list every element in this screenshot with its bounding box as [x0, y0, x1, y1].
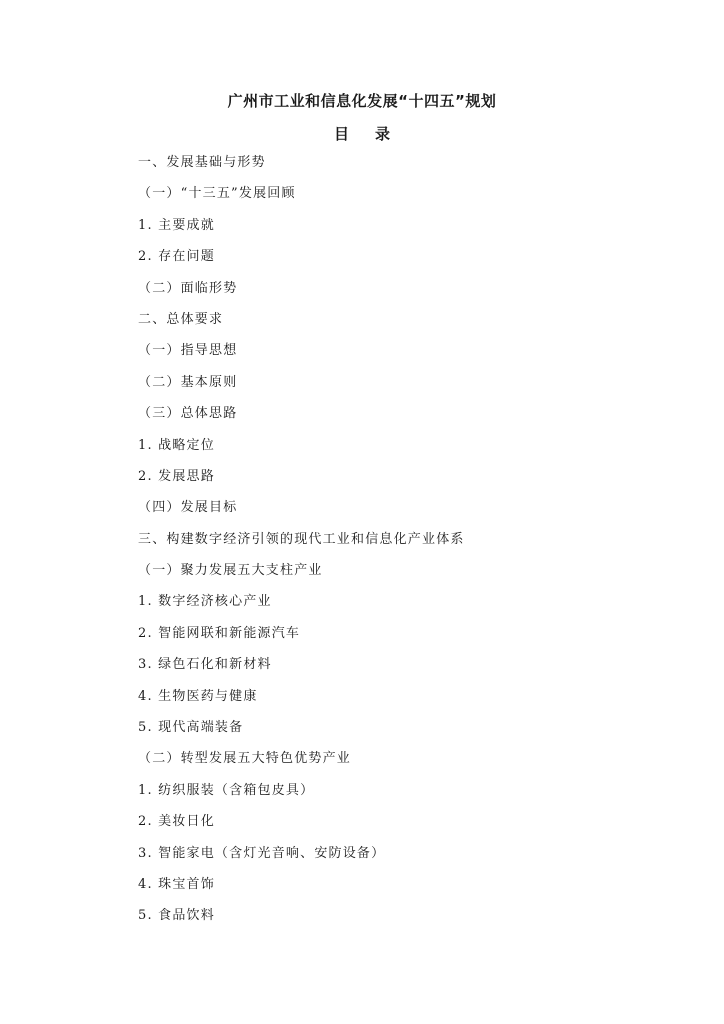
toc-item: （二）转型发展五大特色优势产业 — [138, 751, 352, 767]
toc-item: 1. 主要成就 — [138, 217, 215, 233]
toc-item: 三、构建数字经济引领的现代工业和信息化产业体系 — [138, 531, 465, 547]
toc-item: 1. 纺织服装（含箱包皮具） — [138, 782, 315, 798]
toc-item: （一）“十三五”发展回顾 — [138, 186, 296, 202]
toc-item: 二、总体要求 — [138, 311, 224, 327]
toc-item: 3. 智能家电（含灯光音响、安防设备） — [138, 845, 386, 861]
toc-item: （二）面临形势 — [138, 280, 238, 296]
toc-item: （二）基本原则 — [138, 374, 238, 390]
toc-item: 5. 食品饮料 — [138, 908, 215, 924]
toc-item: 2. 美妆日化 — [138, 814, 215, 830]
toc-item: 2. 发展思路 — [138, 468, 215, 484]
toc-item: 2. 智能网联和新能源汽车 — [138, 625, 301, 641]
toc-item: 5. 现代高端装备 — [138, 720, 244, 736]
toc-item: 4. 珠宝首饰 — [138, 876, 215, 892]
toc-item: （一）指导思想 — [138, 343, 238, 359]
toc-item: （四）发展目标 — [138, 500, 238, 516]
document-title: 广州市工业和信息化发展“十四五”规划 — [227, 92, 497, 110]
table-of-contents — [138, 153, 465, 938]
toc-heading: 目录 — [333, 125, 416, 143]
toc-item: 3. 绿色石化和新材料 — [138, 657, 272, 673]
toc-item: （一）聚力发展五大支柱产业 — [138, 563, 323, 579]
toc-item: 2. 存在问题 — [138, 249, 215, 265]
toc-item: 一、发展基础与形势 — [138, 155, 266, 170]
toc-item: 4. 生物医药与健康 — [138, 688, 258, 704]
toc-item: 1. 战略定位 — [138, 437, 215, 453]
toc-item: 1. 数字经济核心产业 — [138, 594, 272, 610]
toc-item: （三）总体思路 — [138, 406, 238, 422]
